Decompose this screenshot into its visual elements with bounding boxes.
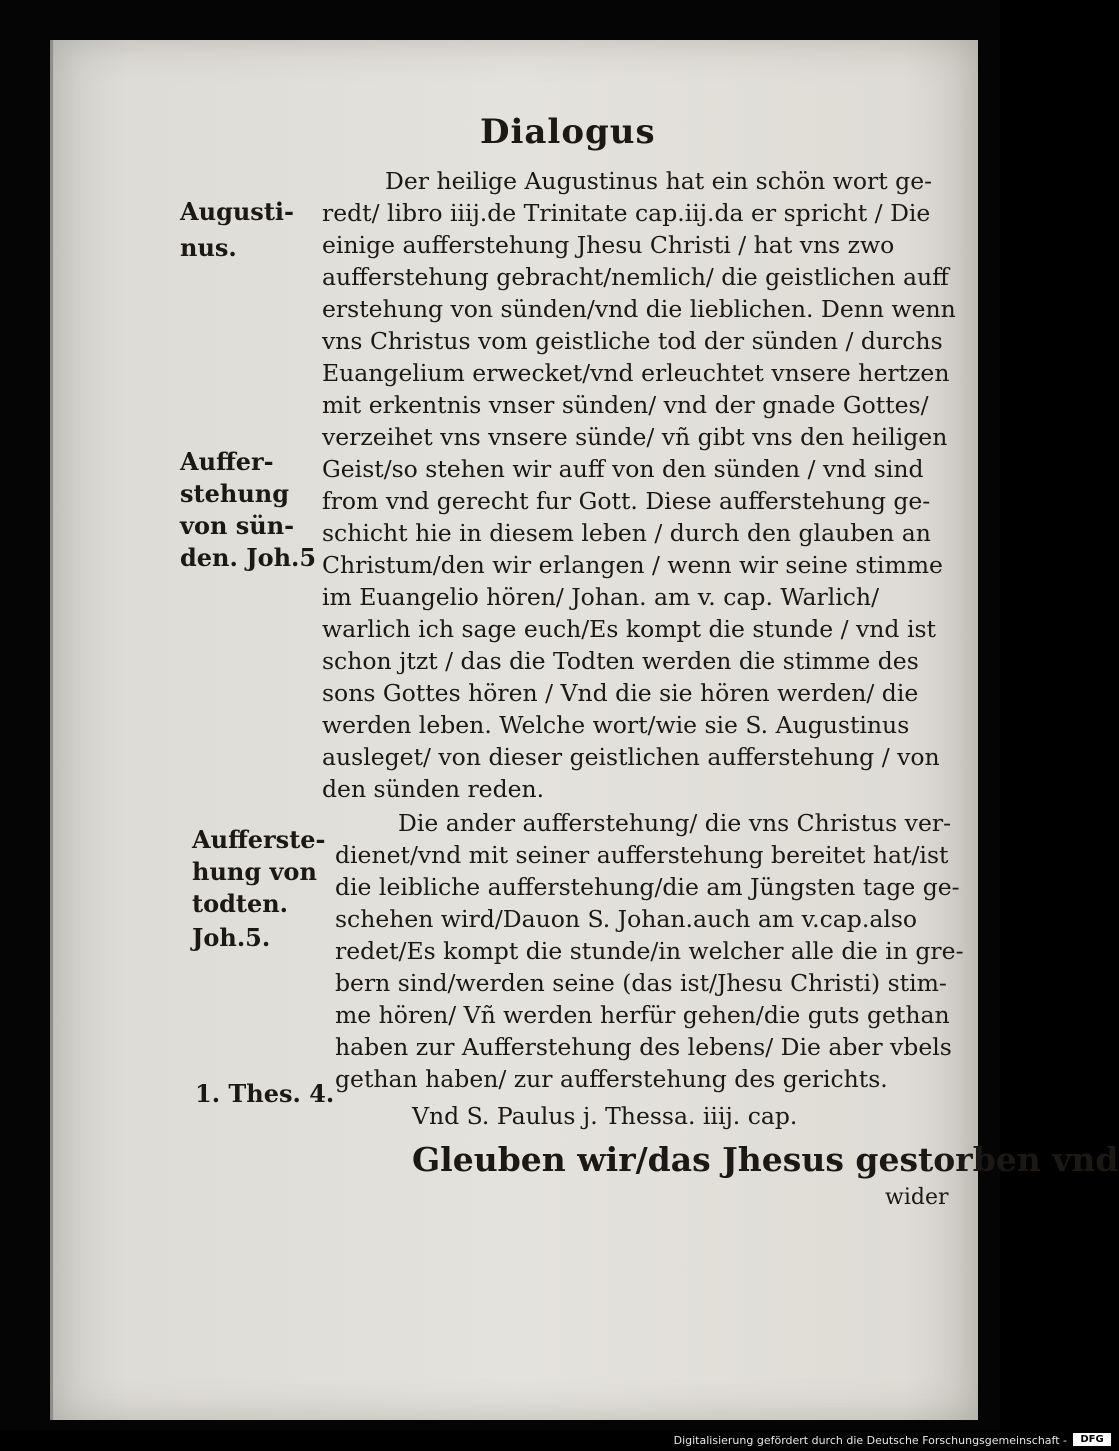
body-line: im Euangelio hören/ Johan. am v. cap. Warlich/ (322, 583, 879, 611)
large-type-line: Gleuben wir/das Jhesus gestorben vnd (412, 1140, 1119, 1179)
body-line: from vnd gerecht fur Gott. Diese aufferstehung ge- (322, 487, 931, 515)
margin-note-line: Aufferste- (192, 825, 326, 854)
body-line: haben zur Aufferstehung des lebens/ Die aber vbels (335, 1033, 952, 1061)
body-line: gethan haben/ zur aufferstehung des gerichts. (335, 1065, 888, 1093)
catchword: wider (885, 1185, 949, 1210)
body-line: dienet/vnd mit seiner aufferstehung bereitet hat/ist (335, 841, 949, 869)
margin-note-line: 1. Thes. 4. (195, 1079, 335, 1108)
margin-note-line: von sün- (180, 511, 295, 540)
body-line: Geist/so stehen wir auff von den sünden / vnd sind (322, 455, 924, 483)
body-line: vns Christus vom geistliche tod der sünden / durchs (322, 327, 943, 355)
body-line: einige aufferstehung Jhesu Christi / hat vns zwo (322, 231, 895, 259)
body-line: Die ander aufferstehung/ die vns Christus ver- (398, 809, 952, 837)
body-line: erstehung von sünden/vnd die lieblichen. Denn wenn (322, 295, 956, 323)
body-line: warlich ich sage euch/Es kompt die stunde / vnd ist (322, 615, 936, 643)
margin-note-line: den. Joh.5 (180, 543, 317, 572)
body-line: Vnd S. Paulus j. Thessa. iiij. cap. (412, 1102, 798, 1130)
body-line: Christum/den wir erlangen / wenn wir seine stimme (322, 551, 943, 579)
body-line: sons Gottes hören / Vnd die sie hören werden/ die (322, 679, 919, 707)
body-line: werden leben. Welche wort/wie sie S. Augustinus (322, 711, 910, 739)
margin-note-line: Augusti- (180, 197, 294, 226)
margin-note-line: Joh.5. (192, 923, 271, 952)
body-line: redt/ libro iiij.de Trinitate cap.iij.da er spricht / Die (322, 199, 931, 227)
body-line: redet/Es kompt die stunde/in welcher alle die in gre- (335, 937, 964, 965)
body-line: den sünden reden. (322, 775, 545, 803)
body-line: ausleget/ von dieser geistlichen aufferstehung / von (322, 743, 940, 771)
body-line: schehen wird/Dauon S. Johan.auch am v.cap.also (335, 905, 918, 933)
margin-note-line: todten. (192, 889, 289, 918)
margin-note-line: nus. (180, 233, 237, 262)
body-line: Euangelium erwecket/vnd erleuchtet vnsere hertzen (322, 359, 950, 387)
dfg-logo-icon: DFG (1073, 1433, 1111, 1446)
body-line: schicht hie in diesem leben / durch den glauben an (322, 519, 931, 547)
digitization-credit: Digitalisierung gefördert durch die Deutsche Forschungsgemeinschaft - (673, 1434, 1067, 1447)
body-line: Der heilige Augustinus hat ein schön wort ge- (385, 167, 933, 195)
body-line: bern sind/werden seine (das ist/Jhesu Christi) stim- (335, 969, 947, 997)
body-line: me hören/ Vñ werden herfür gehen/die guts gethan (335, 1001, 950, 1029)
margin-note-line: hung von (192, 857, 317, 886)
body-line: mit erkentnis vnser sünden/ vnd der gnade Gottes/ (322, 391, 929, 419)
margin-note-line: stehung (180, 479, 289, 508)
margin-note-line: Auffer- (180, 447, 274, 476)
body-line: die leibliche aufferstehung/die am Jüngsten tage ge- (335, 873, 960, 901)
body-line: aufferstehung gebracht/nemlich/ die geistlichen auff (322, 263, 949, 291)
running-head: Dialogus (480, 112, 656, 152)
body-line: verzeihet vns vnsere sünde/ vñ gibt vns den heiligen (322, 423, 948, 451)
body-line: schon jtzt / das die Todten werden die stimme des (322, 647, 919, 675)
